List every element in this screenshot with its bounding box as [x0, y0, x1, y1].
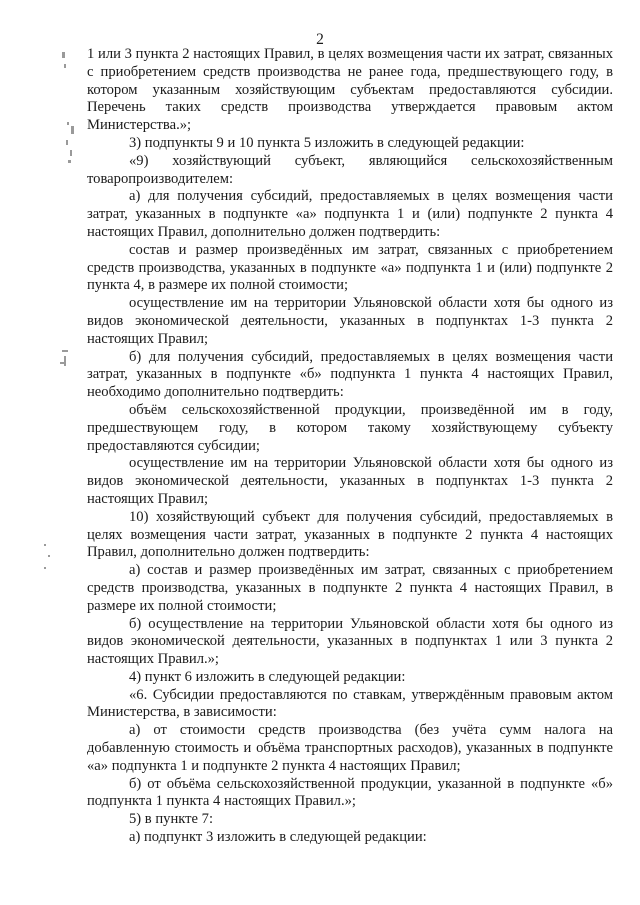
paragraph: а) для получения субсидий, предоставляемых в целях возмещения части затрат, указанных в подпункте «а» подпункта 1 и (или) подпункте 2 пункта 4 настоящих Правил, дополнительно должен подтвердить:: [87, 188, 613, 240]
paragraph: 10) хозяйствующий субъект для получения субсидий, предоставляемых в целях возмещения части затрат, указанных в подпункте 2 пункта 4 настоящих Правил, дополнительно должен подтвердить:: [87, 508, 613, 561]
paragraph: а) подпункт 3 изложить в следующей редакции:: [129, 829, 427, 846]
paragraph: а) состав и размер произведённых им затрат, связанных с приобретением средств производства, указанных в подпункте 2 пункта 4 настоящих Правил, в размере их полной стоимости;: [87, 562, 613, 614]
paragraph: б) осуществление на территории Ульяновской области хотя бы одного из видов экономической деятельности, указанных в подпунктах 1 или 3 пункта 2 настоящих Правил.»;: [87, 615, 613, 668]
paragraph: 3) подпункты 9 и 10 пункта 5 изложить в следующей редакции:: [129, 134, 525, 151]
document-body: [87, 46, 613, 847]
paragraph: «6. Субсидии предоставляются по ставкам, утверждённым правовым актом Министерства, в зависимости:: [87, 686, 613, 721]
paragraph: 5) в пункте 7:: [129, 811, 214, 828]
paragraph: состав и размер произведённых им затрат, связанных с приобретением средств производства, указанных в подпункте «а» подпункта 1 и (или) подпункте 2 пункта 4, в размере их полной стоимости;: [87, 241, 613, 294]
page-number: 2: [316, 31, 324, 48]
paragraph: а) от стоимости средств производства (без учёта сумм налога на добавленную стоимость и объёма транспортных расходов), указанных в подпункте «а» подпункта 1 и подпункте 2 пункта 4 настоящих Правил;: [87, 722, 613, 774]
paragraph: «9) хозяйствующий субъект, являющийся сельскохозяйственным товаропроизводителем:: [87, 152, 613, 187]
paragraph: осуществление им на территории Ульяновской области хотя бы одного из видов экономической деятельности, указанных в подпунктах 1-3 пункта 2 настоящих Правил;: [87, 295, 613, 347]
paragraph: осуществление им на территории Ульяновской области хотя бы одного из видов экономической деятельности, указанных в подпунктах 1-3 пункта 2 настоящих Правил;: [87, 455, 613, 507]
paragraph: б) от объёма сельскохозяйственной продукции, указанной в подпункте «б» подпункта 1 пункта 4 настоящих Правил.»;: [87, 775, 613, 810]
paragraph: 4) пункт 6 изложить в следующей редакции:: [129, 668, 406, 685]
paragraph: объём сельскохозяйственной продукции, произведённой им в году, предшествующем году, в котором такому хозяйствующему субъекту предоставляются субсидии;: [87, 401, 613, 454]
paragraph: б) для получения субсидий, предоставляемых в целях возмещения части затрат, указанных в подпункте «б» подпункта 1 пункта 4 настоящих Правил, необходимо дополнительно подтвердить:: [87, 348, 613, 401]
paragraph: 1 или 3 пункта 2 настоящих Правил, в целях возмещения части их затрат, связанных с приобретением средств производства не ранее года, предшествующего году, в котором указанным хозяйствующим субъектам предоставляются субсидии. Перечень таких средств производства утверждается правовым актом Министерства.»;: [87, 46, 613, 134]
scan-margin-marks: [0, 0, 90, 905]
